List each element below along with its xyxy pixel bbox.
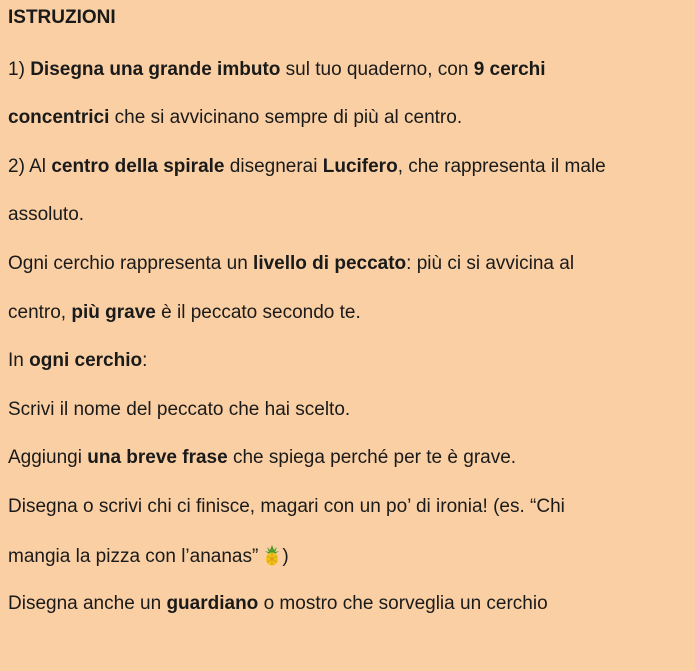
- text-span: o mostro che sorveglia un cerchio: [258, 593, 548, 614]
- paragraph-3-line-2: [8, 301, 691, 325]
- bold-text: ogni cerchio: [29, 350, 143, 371]
- bold-text: più grave: [71, 302, 156, 323]
- pineapple-emoji-icon: [262, 544, 282, 566]
- text-span: 1): [8, 59, 31, 80]
- paragraph-4: [8, 349, 691, 373]
- instruction-1-line-2: [8, 106, 691, 130]
- bold-text: una breve frase: [87, 447, 228, 468]
- text-span: Ogni cerchio rappresenta un: [8, 253, 254, 274]
- paragraph-3-line-1: [8, 252, 691, 276]
- text-span: 2) Al: [8, 156, 52, 177]
- bold-text: concentrici: [8, 107, 110, 128]
- text-span: che spiega perché per te è grave.: [227, 447, 517, 468]
- bold-text: Lucifero: [322, 156, 398, 177]
- text-span: Aggiungi: [8, 447, 88, 468]
- text-span: disegnerai: [224, 156, 323, 177]
- paragraph-6: [8, 446, 691, 470]
- bold-text: livello di peccato: [253, 253, 407, 274]
- text-span: In: [8, 350, 30, 371]
- bold-text: guardiano: [166, 593, 259, 614]
- text-span: Disegna anche un: [8, 593, 167, 614]
- text-span: che si avvicinano sempre di più al centro.: [109, 107, 463, 128]
- bold-text: centro della spirale: [51, 156, 225, 177]
- text-span: : più ci si avvicina al: [406, 253, 575, 274]
- bold-text: 9 cerchi: [473, 59, 546, 80]
- paragraph-5: Scrivi il nome del peccato che hai scelto.: [8, 399, 351, 420]
- text-span: centro,: [8, 302, 72, 323]
- bold-text: Disegna una grande imbuto: [30, 59, 281, 80]
- text-span: :: [142, 350, 148, 371]
- paragraph-7-line-2: [8, 544, 691, 569]
- text-span: è il peccato secondo te.: [155, 302, 361, 323]
- text-span: mangia la pizza con l’ananas”: [8, 546, 259, 567]
- instruction-1-line-1: [8, 58, 691, 82]
- text-span: assoluto.: [8, 204, 85, 225]
- instruction-2-line-1: [8, 155, 691, 179]
- paragraph-7-line-1: Disegna o scrivi chi ci finisce, magari con un po’ di ironia! (es. “Chi: [8, 496, 565, 517]
- text-span: , che rappresenta il male: [397, 156, 606, 177]
- text-span: sul tuo quaderno, con: [280, 59, 474, 80]
- instruction-2-line-2: [8, 203, 691, 227]
- text-span: ): [282, 546, 289, 567]
- instructions-title: ISTRUZIONI: [8, 7, 116, 28]
- paragraph-8: [8, 592, 691, 616]
